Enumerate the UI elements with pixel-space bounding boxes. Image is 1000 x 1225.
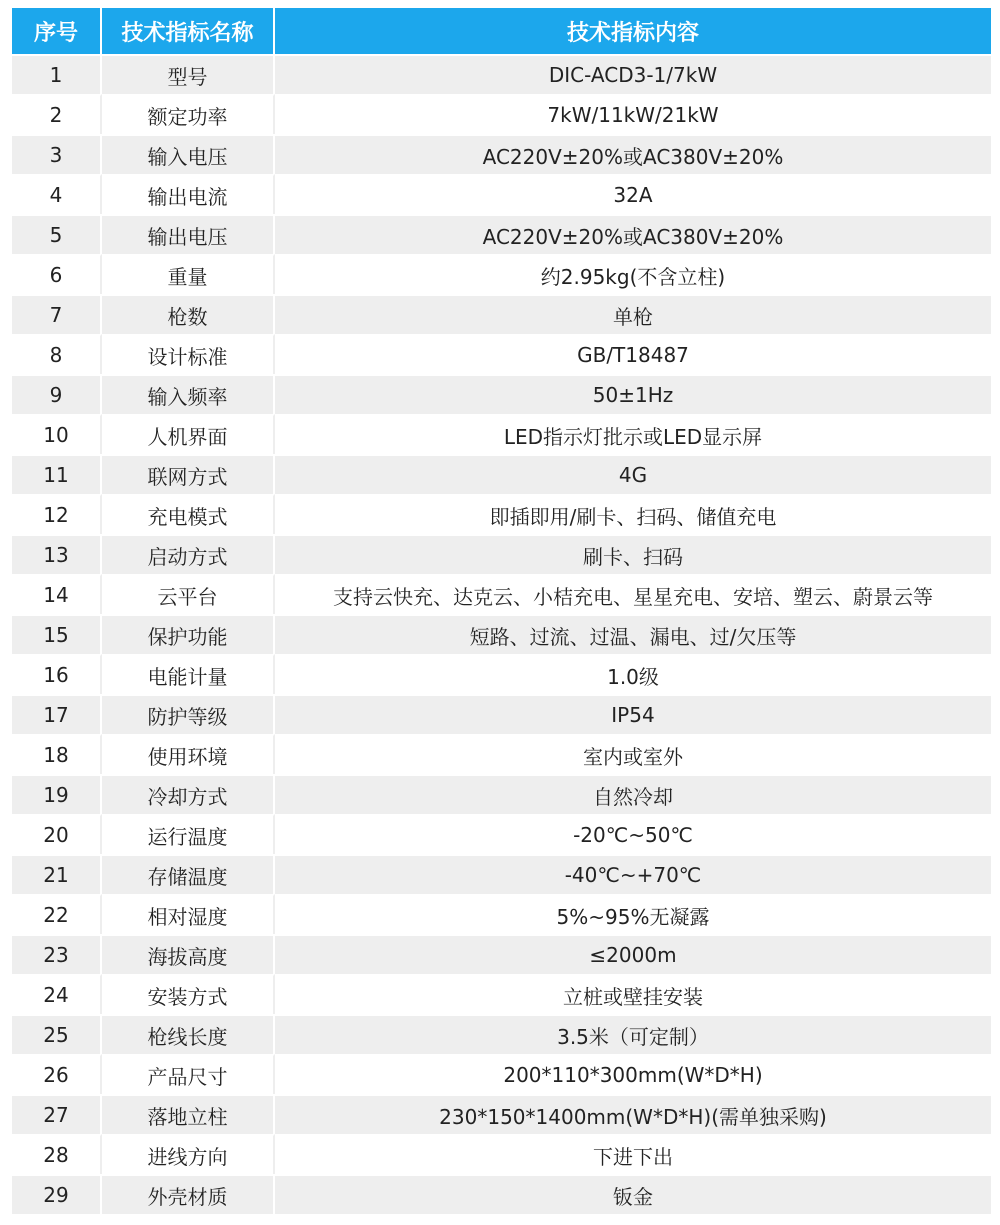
table-row (12, 214, 991, 254)
table-row (12, 294, 991, 334)
spec-table (12, 8, 991, 1214)
table-row (12, 894, 991, 934)
table-header (12, 8, 991, 54)
row-number: 12 (12, 494, 102, 534)
spec-name: 外壳材质 (102, 1174, 275, 1214)
spec-value: 230*150*1400mm(W*D*H)(需单独采购) (275, 1094, 991, 1134)
table-row (12, 774, 991, 814)
table-row (12, 974, 991, 1014)
table-row (12, 454, 991, 494)
spec-name: 安装方式 (102, 974, 275, 1014)
spec-name: 运行温度 (102, 814, 275, 854)
spec-name: 防护等级 (102, 694, 275, 734)
row-number: 16 (12, 654, 102, 694)
spec-value: 50±1Hz (275, 374, 991, 414)
spec-name: 存储温度 (102, 854, 275, 894)
spec-value: LED指示灯批示或LED显示屏 (275, 414, 991, 454)
spec-name: 充电模式 (102, 494, 275, 534)
table-row (12, 694, 991, 734)
table-row (12, 334, 991, 374)
spec-name: 海拔高度 (102, 934, 275, 974)
row-number: 7 (12, 294, 102, 334)
row-number: 27 (12, 1094, 102, 1134)
table-row (12, 654, 991, 694)
row-number: 18 (12, 734, 102, 774)
table-row (12, 414, 991, 454)
spec-value: IP54 (275, 694, 991, 734)
spec-name: 电能计量 (102, 654, 275, 694)
row-number: 19 (12, 774, 102, 814)
table-row (12, 1174, 991, 1214)
spec-name: 输出电压 (102, 214, 275, 254)
spec-value: 约2.95kg(不含立柱) (275, 254, 991, 294)
table-row (12, 734, 991, 774)
table-row (12, 534, 991, 574)
spec-value: 钣金 (275, 1174, 991, 1214)
spec-value: 1.0级 (275, 654, 991, 694)
spec-value: 32A (275, 174, 991, 214)
row-number: 21 (12, 854, 102, 894)
table-row (12, 1134, 991, 1174)
table-row (12, 134, 991, 174)
spec-value: 3.5米（可定制） (275, 1014, 991, 1054)
row-number: 26 (12, 1054, 102, 1094)
spec-value: -20℃~50℃ (275, 814, 991, 854)
spec-value: 4G (275, 454, 991, 494)
spec-value: 5%~95%无凝露 (275, 894, 991, 934)
table-row (12, 1014, 991, 1054)
spec-name: 产品尺寸 (102, 1054, 275, 1094)
header-value: 技术指标内容 (275, 8, 991, 54)
spec-value: GB/T18487 (275, 334, 991, 374)
header-no: 序号 (12, 8, 102, 54)
spec-name: 相对湿度 (102, 894, 275, 934)
spec-name: 设计标准 (102, 334, 275, 374)
spec-value: DIC-ACD3-1/7kW (275, 54, 991, 94)
spec-name: 枪数 (102, 294, 275, 334)
row-number: 3 (12, 134, 102, 174)
spec-value: 自然冷却 (275, 774, 991, 814)
spec-name: 输入频率 (102, 374, 275, 414)
spec-value: 支持云快充、达克云、小桔充电、星星充电、安培、塑云、蔚景云等 (275, 574, 991, 614)
spec-name: 人机界面 (102, 414, 275, 454)
spec-name: 冷却方式 (102, 774, 275, 814)
spec-name: 额定功率 (102, 94, 275, 134)
spec-name: 启动方式 (102, 534, 275, 574)
header-name: 技术指标名称 (102, 8, 275, 54)
row-number: 24 (12, 974, 102, 1014)
row-number: 23 (12, 934, 102, 974)
table-row (12, 854, 991, 894)
row-number: 13 (12, 534, 102, 574)
spec-value: 室内或室外 (275, 734, 991, 774)
spec-value: -40℃~+70℃ (275, 854, 991, 894)
spec-name: 进线方向 (102, 1134, 275, 1174)
row-number: 14 (12, 574, 102, 614)
spec-name: 输入电压 (102, 134, 275, 174)
row-number: 5 (12, 214, 102, 254)
spec-value: 短路、过流、过温、漏电、过/欠压等 (275, 614, 991, 654)
table-row (12, 614, 991, 654)
row-number: 8 (12, 334, 102, 374)
table-row (12, 1094, 991, 1134)
row-number: 22 (12, 894, 102, 934)
spec-value: 刷卡、扫码 (275, 534, 991, 574)
spec-name: 输出电流 (102, 174, 275, 214)
spec-value: AC220V±20%或AC380V±20% (275, 214, 991, 254)
table-row (12, 254, 991, 294)
spec-value: 200*110*300mm(W*D*H) (275, 1054, 991, 1094)
spec-value: ≤2000m (275, 934, 991, 974)
header-row (12, 8, 991, 54)
table-row (12, 94, 991, 134)
spec-name: 云平台 (102, 574, 275, 614)
spec-name: 联网方式 (102, 454, 275, 494)
row-number: 20 (12, 814, 102, 854)
table-row (12, 574, 991, 614)
row-number: 9 (12, 374, 102, 414)
table-body (12, 54, 991, 1214)
row-number: 29 (12, 1174, 102, 1214)
spec-name: 型号 (102, 54, 275, 94)
row-number: 6 (12, 254, 102, 294)
row-number: 17 (12, 694, 102, 734)
row-number: 1 (12, 54, 102, 94)
table-row (12, 1054, 991, 1094)
spec-value: 立桩或壁挂安装 (275, 974, 991, 1014)
table-row (12, 374, 991, 414)
spec-value: 即插即用/刷卡、扫码、储值充电 (275, 494, 991, 534)
spec-name: 枪线长度 (102, 1014, 275, 1054)
row-number: 2 (12, 94, 102, 134)
row-number: 4 (12, 174, 102, 214)
table-row (12, 494, 991, 534)
spec-value: 下进下出 (275, 1134, 991, 1174)
spec-name: 重量 (102, 254, 275, 294)
table-row (12, 814, 991, 854)
row-number: 11 (12, 454, 102, 494)
table-row (12, 174, 991, 214)
spec-name: 保护功能 (102, 614, 275, 654)
spec-value: AC220V±20%或AC380V±20% (275, 134, 991, 174)
row-number: 15 (12, 614, 102, 654)
spec-name: 使用环境 (102, 734, 275, 774)
row-number: 10 (12, 414, 102, 454)
row-number: 25 (12, 1014, 102, 1054)
spec-name: 落地立柱 (102, 1094, 275, 1134)
spec-value: 7kW/11kW/21kW (275, 94, 991, 134)
row-number: 28 (12, 1134, 102, 1174)
table-row (12, 934, 991, 974)
spec-value: 单枪 (275, 294, 991, 334)
table-row (12, 54, 991, 94)
